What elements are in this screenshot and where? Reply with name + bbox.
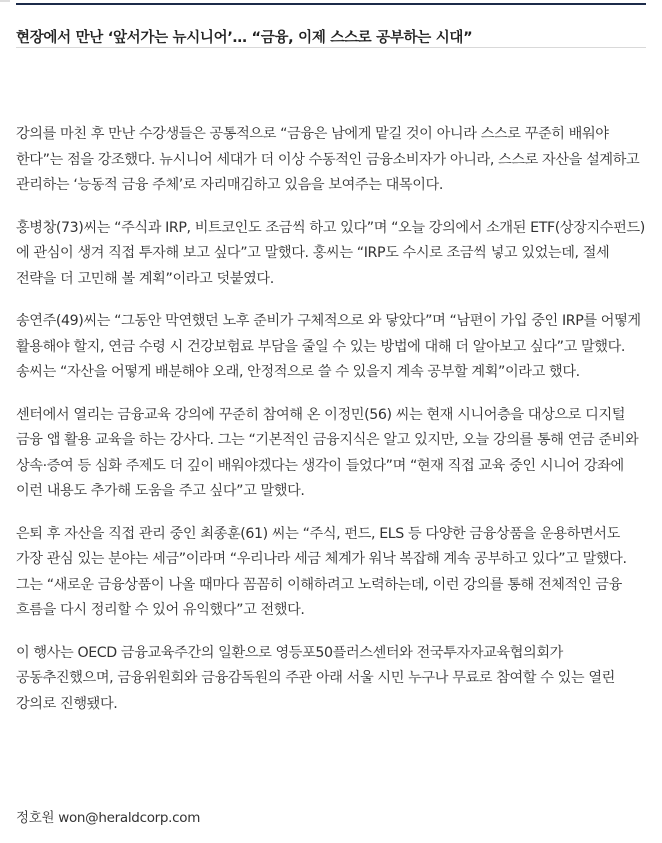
article-paragraph-1: 강의를 마친 후 만난 수강생들은 공통적으로 “금융은 남에게 맡길 것이 아니라 스스로 꾸준히 배워야 한다”는 점을 강조했다. 뉴시니어 세대가 더 이상 수동적인 금융소비자가 아니라, 스스로 자산을 설계하고 관리하는 ‘능동적 금융 주체’로 자리매김하고 있음을 보여주는 대목이다. xyxy=(16,126,640,193)
article-paragraph-5: 은퇴 후 자산을 직접 관리 중인 최종훈(61) 씨는 “주식, 펀드, ELS 등 다양한 금융상품을 운용하면서도 가장 관심 있는 분야는 세금”이라며 “우리나라 세금 체계가 워낙 복잡해 계속 공부하고 있다”고 말했다. 그는 “새로운 금융상품이 나올 때마다 꼼꼼히 이해하려고 노력하는데, 이런 강의를 통해 전체적인 금융 흐름을 다시 정리할 수 있어 유익했다”고 전했다. xyxy=(16,525,627,618)
article-headline: 현장에서 만난 ‘앞서가는 뉴시니어’… “금융, 이제 스스로 공부하는 시대” xyxy=(16,29,473,46)
top-rule-main-segment xyxy=(16,3,646,5)
top-accent-rule xyxy=(0,0,662,4)
article-paragraph-6: 이 행사는 OECD 금융교육주간의 일환으로 영등포50플러스센터와 전국투자자교육협의회가 공동추진했으며, 금융위원회와 금융감독원의 주관 아래 서울 시민 누구나 무료로 참여할 수 있는 열린 강의로 진행됐다. xyxy=(16,644,615,712)
article-paragraph-2: 홍병창(73)씨는 “주식과 IRP, 비트코인도 조금씩 하고 있다”며 “오늘 강의에서 소개된 ETF(상장지수펀드)에 관심이 생겨 직접 투자해 보고 싶다”고 말했다. 홍씨는 “IRP도 수시로 조금씩 넣고 있었는데, 절세 전략을 더 고민해 볼 계획”이라고 덧붙였다. xyxy=(16,219,645,287)
top-rule-left-segment xyxy=(0,0,10,2)
article-body xyxy=(16,122,646,734)
article-byline: 정호원 won@heraldcorp.com xyxy=(16,810,201,826)
article-paragraph-3: 송연주(49)씨는 “그동안 막연했던 노후 준비가 구체적으로 와 닿았다”며 “남편이 가입 중인 IRP를 어떻게 활용해야 할지, 연금 수령 시 건강보험료 부담을 줄일 수 있는 방법에 대해 더 알아보고 싶다”고 말했다. 송씨는 “자산을 어떻게 배분해야 오래, 안정적으로 쓸 수 있을지 계속 공부할 계획”이라고 했다. xyxy=(16,313,641,380)
article-paragraph-4: 센터에서 열리는 금융교육 강의에 꾸준히 참여해 온 이정민(56) 씨는 현재 시니어층을 대상으로 디지털 금융 앱 활용 교육을 하는 강사다. 그는 “기본적인 금융지식은 알고 있지만, 오늘 강의를 통해 연금 준비와 상속·증여 등 심화 주제도 더 깊이 배워야겠다는 생각이 들었다”며 “현재 직접 교육 중인 시니어 강좌에 이런 내용도 추가해 도움을 주고 싶다”고 말했다. xyxy=(16,406,639,499)
headline-divider xyxy=(16,47,646,48)
